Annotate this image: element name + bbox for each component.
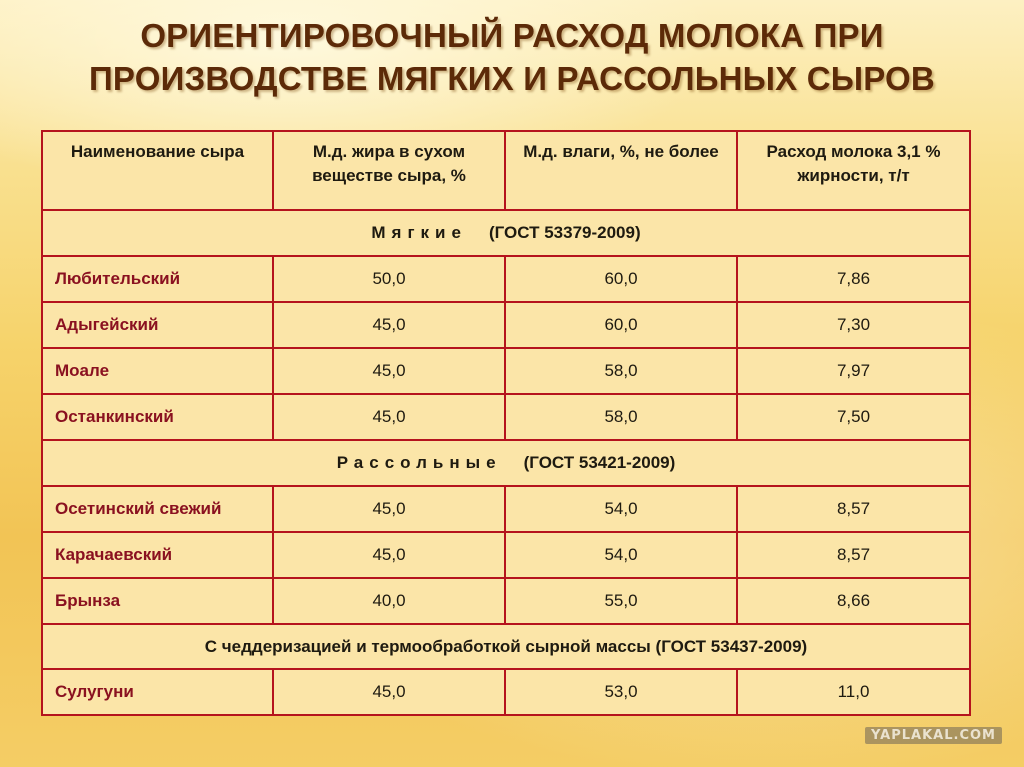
milk-cell: 7,86 xyxy=(737,256,970,302)
moisture-cell: 60,0 xyxy=(505,302,737,348)
group-label: С чеддеризацией и термообработкой сырной массы (ГОСТ 53437-2009) xyxy=(204,636,808,656)
cheese-name-cell: Останкинский xyxy=(42,394,273,440)
milk-cell: 7,30 xyxy=(737,302,970,348)
table-row xyxy=(42,302,970,348)
table-row xyxy=(42,669,970,715)
milk-cell: 7,50 xyxy=(737,394,970,440)
table-header-row xyxy=(42,131,970,210)
table-row xyxy=(42,256,970,302)
title-line-2: ПРОИЗВОДСТВЕ МЯГКИХ И РАССОЛЬНЫХ СЫРОВ xyxy=(89,60,935,97)
group-standard: (ГОСТ 53379-2009) xyxy=(488,223,641,242)
title-line-1: ОРИЕНТИРОВОЧНЫЙ РАСХОД МОЛОКА ПРИ xyxy=(140,17,884,54)
group-heading-soft xyxy=(42,210,970,256)
table-row xyxy=(42,578,970,624)
cheese-name-cell: Брынза xyxy=(42,578,273,624)
fat-cell: 45,0 xyxy=(273,394,505,440)
table-row xyxy=(42,532,970,578)
fat-cell: 40,0 xyxy=(273,578,505,624)
header-milk-consumption: Расход молока 3,1 % жирности, т/т xyxy=(737,131,970,210)
group-row-soft xyxy=(42,210,970,256)
milk-cell: 8,66 xyxy=(737,578,970,624)
moisture-cell: 54,0 xyxy=(505,486,737,532)
fat-cell: 50,0 xyxy=(273,256,505,302)
watermark-logo: YAPLAKAL.COM xyxy=(865,727,1002,744)
fat-cell: 45,0 xyxy=(273,486,505,532)
header-fat-content: М.д. жира в сухом веществе сыра, % xyxy=(273,131,505,210)
cheese-name-cell: Любительский xyxy=(42,256,273,302)
moisture-cell: 58,0 xyxy=(505,348,737,394)
fat-cell: 45,0 xyxy=(273,348,505,394)
moisture-cell: 53,0 xyxy=(505,669,737,715)
cheese-name-cell: Моале xyxy=(42,348,273,394)
group-heading-brine xyxy=(42,440,970,486)
table-row xyxy=(42,486,970,532)
table-row xyxy=(42,348,970,394)
group-label: Мягкие xyxy=(371,223,467,242)
group-standard: (ГОСТ 53421-2009) xyxy=(523,453,676,472)
milk-cell: 7,97 xyxy=(737,348,970,394)
header-moisture: М.д. влаги, %, не более xyxy=(505,131,737,210)
cheese-milk-consumption-table xyxy=(41,130,971,716)
slide-title xyxy=(40,14,984,100)
cheese-name-cell: Адыгейский xyxy=(42,302,273,348)
moisture-cell: 60,0 xyxy=(505,256,737,302)
fat-cell: 45,0 xyxy=(273,532,505,578)
moisture-cell: 54,0 xyxy=(505,532,737,578)
moisture-cell: 58,0 xyxy=(505,394,737,440)
group-heading-cheddarized xyxy=(42,624,970,669)
table-row xyxy=(42,394,970,440)
header-cheese-name: Наименование сыра xyxy=(42,131,273,210)
group-label: Рассольные xyxy=(336,453,502,472)
fat-cell: 45,0 xyxy=(273,669,505,715)
moisture-cell: 55,0 xyxy=(505,578,737,624)
cheese-name-cell: Осетинский свежий xyxy=(42,486,273,532)
fat-cell: 45,0 xyxy=(273,302,505,348)
milk-cell: 8,57 xyxy=(737,532,970,578)
group-row-brine xyxy=(42,440,970,486)
cheese-name-cell: Сулугуни xyxy=(42,669,273,715)
milk-cell: 8,57 xyxy=(737,486,970,532)
milk-cell: 11,0 xyxy=(737,669,970,715)
group-row-cheddarized xyxy=(42,624,970,669)
cheese-name-cell: Карачаевский xyxy=(42,532,273,578)
